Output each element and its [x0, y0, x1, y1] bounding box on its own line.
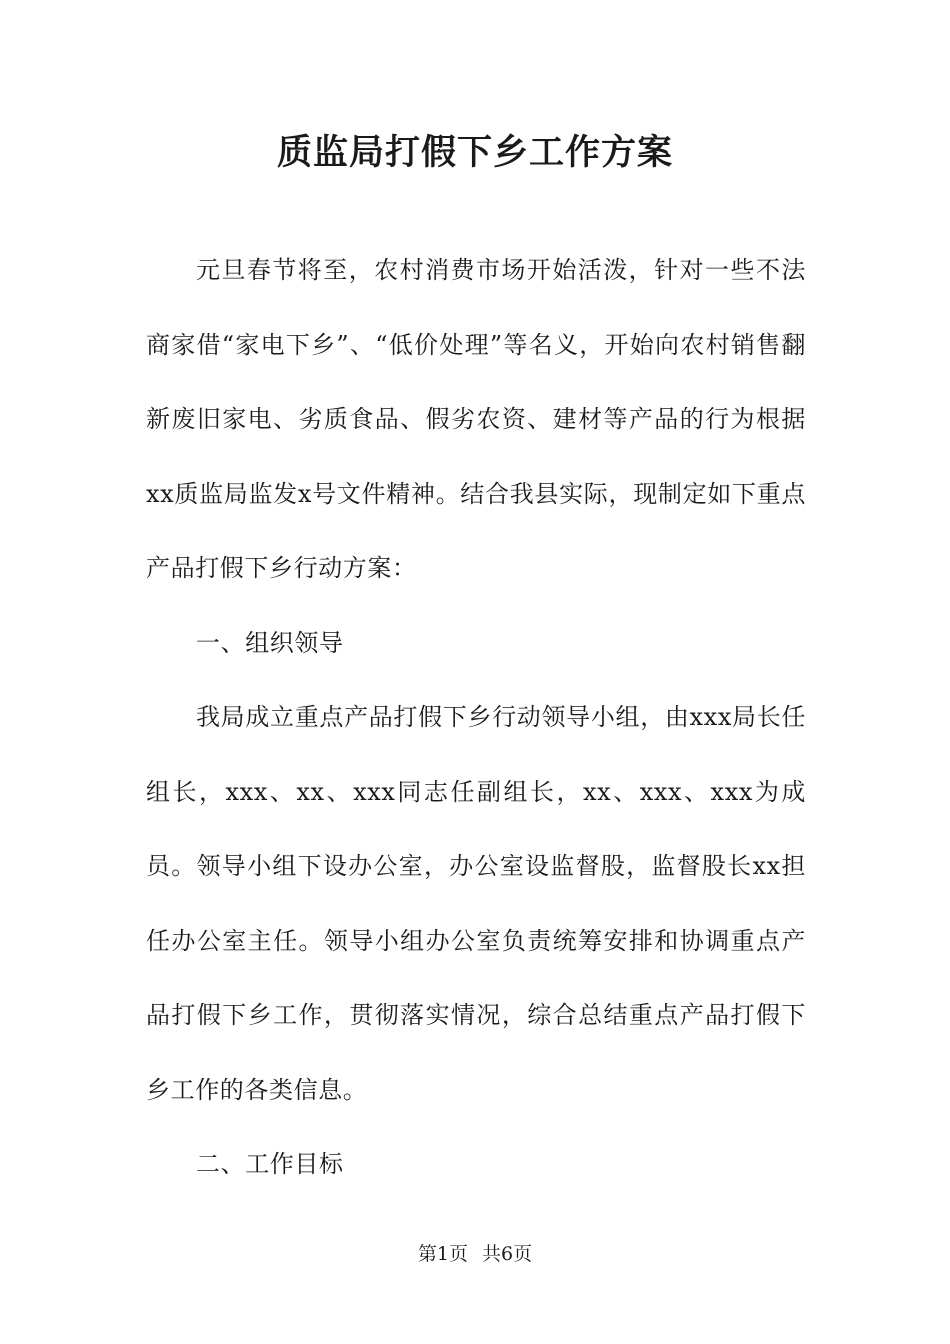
document-body [146, 233, 806, 1202]
page-number: 第1页 [417, 1243, 468, 1265]
page-total: 共6页 [482, 1243, 533, 1265]
organization-paragraph: 我局成立重点产品打假下乡行动领导小组，由xxx局长任组长，xxx、xx、xxx同志任副组长，xx、xxx、xxx为成员。领导小组下设办公室，办公室设监督股，监督股长xx担任办公室主任。领导小组办公室负责统筹安排和协调重点产品打假下乡工作，贯彻落实情况，综合总结重点产品打假下乡工作的各类信息。 [146, 703, 806, 1104]
page-footer [0, 1240, 950, 1268]
intro-paragraph: 元旦春节将至，农村消费市场开始活泼，针对一些不法商家借“家电下乡”、“低价处理”等名义，开始向农村销售翻新废旧家电、劣质食品、假劣农资、建材等产品的行为根据xx质监局监发x号文件精神。结合我县实际，现制定如下重点产品打假下乡行动方案： [146, 256, 806, 582]
document-title: 质监局打假下乡工作方案 [276, 132, 673, 173]
section-heading-organization: 一、组织领导 [196, 628, 344, 657]
section-heading-goals: 二、工作目标 [196, 1150, 344, 1178]
